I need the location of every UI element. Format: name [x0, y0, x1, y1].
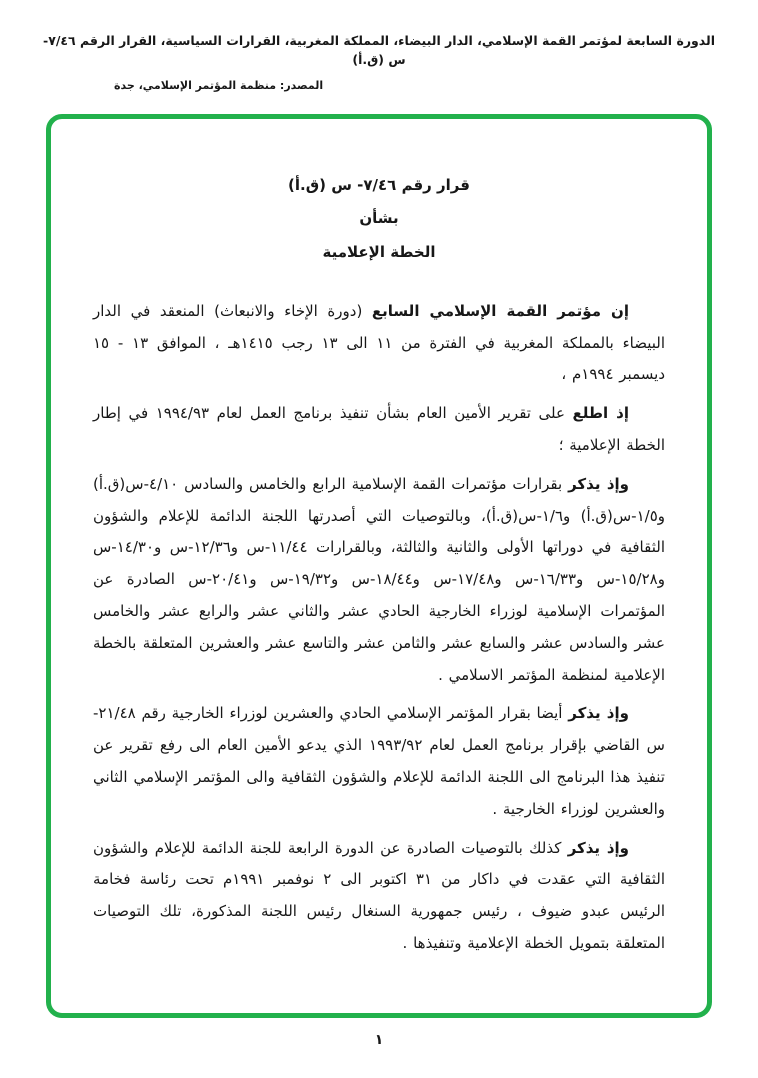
resolution-subject: الخطة الإعلامية	[322, 243, 436, 261]
paragraph-lead: إذ اطلع	[572, 404, 629, 423]
paragraph-lead: إن مؤتمر القمة الإسلامي السابع	[371, 301, 629, 320]
body-paragraph	[93, 296, 665, 391]
body-paragraph	[93, 469, 665, 692]
body-paragraph	[93, 398, 665, 462]
paragraph-text: أيضا بقرار المؤتمر الإسلامي الحادي والعشرين لوزراء الخارجية رقم ٢١/٤٨-س القاضي بإقرار برنامج العمل لعام ١٩٩٣/٩٢ الذي يدعو الأمين العام الى رفع تقرير عن تنفيذ هذا البرنامج الى اللجنة الدائمة للإعلام والشؤون الثقافية والى المؤتمر الإسلامي الثاني والعشرين لوزراء الخارجية .	[93, 704, 665, 818]
page-number: ١	[374, 1031, 384, 1048]
scanned-document-content	[93, 169, 665, 960]
paragraph-text: بقرارات مؤتمرات القمة الإسلامية الرابع والخامس والسادس ٤/١٠-س(ق.أ) و١/٥-س(ق.أ) و١/٦-س(ق.أ)، وبالتوصيات التي أصدرتها اللجنة الدائمة للإعلام والشؤون الثقافية في دوراتها الأولى والثانية والثالثة، وبالقرارات ١١/٤٤-س و١٢/٣٦-س و١٤/٣٠-س و١٥/٢٨-س و١٦/٣٣-س و١٧/٤٨-س و١٨/٤٤-س و١٩/٣٢-س و٢٠/٤١-س الصادرة عن المؤتمرات الإسلامية لوزراء الخارجية الحادي عشر والثاني عشر والرابع عشر والخامس عشر والسادس عشر والسابع عشر والثامن عشر والتاسع عشر والعشرين المتعلقة بالخطة الإعلامية لمنظمة المؤتمر الاسلامي .	[93, 474, 666, 684]
resolution-title-block	[93, 169, 665, 270]
green-frame	[46, 114, 712, 1018]
document-footer	[0, 1032, 758, 1048]
resolution-number: قرار رقم ٧/٤٦- س (ق.أ)	[288, 175, 470, 194]
paragraph-text: كذلك بالتوصيات الصادرة عن الدورة الرابعة للجنة الدائمة للإعلام والشؤون الثقافية التي عقدت في داكار من ٣١ اكتوبر الى ٢ نوفمبر ١٩٩١م تحت رئاسة فخامة الرئيس عبدو ضيوف ، رئيس جمهورية السنغال رئيس اللجنة المذكورة، تلك التوصيات المتعلقة بتمويل الخطة الإعلامية وتنفيذها .	[93, 838, 665, 952]
header-source: المصدر: منظمة المؤتمر الإسلامي، جدة	[114, 78, 324, 92]
paragraph-text: (دورة الإخاء والانبعاث) المنعقد في الدار البيضاء بالمملكة المغربية في الفترة من ١١ الى ١٣ رجب ١٤١٥هـ ، الموافق ١٣ - ١٥ ديسمبر ١٩٩٤م ،	[93, 301, 666, 384]
paragraph-lead: وإذ يذكر	[568, 704, 629, 723]
document-header	[0, 32, 758, 92]
resolution-regarding: بشأن	[359, 209, 399, 228]
body-paragraph	[93, 833, 665, 960]
body-paragraph	[93, 698, 665, 825]
paragraph-lead: وإذ يذكر	[567, 838, 629, 857]
paragraph-lead: وإذ يذكر	[568, 474, 629, 493]
resolution-body	[93, 296, 665, 960]
paragraph-text: على تقرير الأمين العام بشأن تنفيذ برنامج العمل لعام ١٩٩٤/٩٣ في إطار الخطة الإعلامية ؛	[93, 404, 665, 454]
header-title: الدورة السابعة لمؤتمر القمة الإسلامي، الدار البيضاء، المملكة المغربية، القرارات السياسية، القرار الرقم ٧/٤٦-س (ق.أ)	[42, 33, 715, 67]
